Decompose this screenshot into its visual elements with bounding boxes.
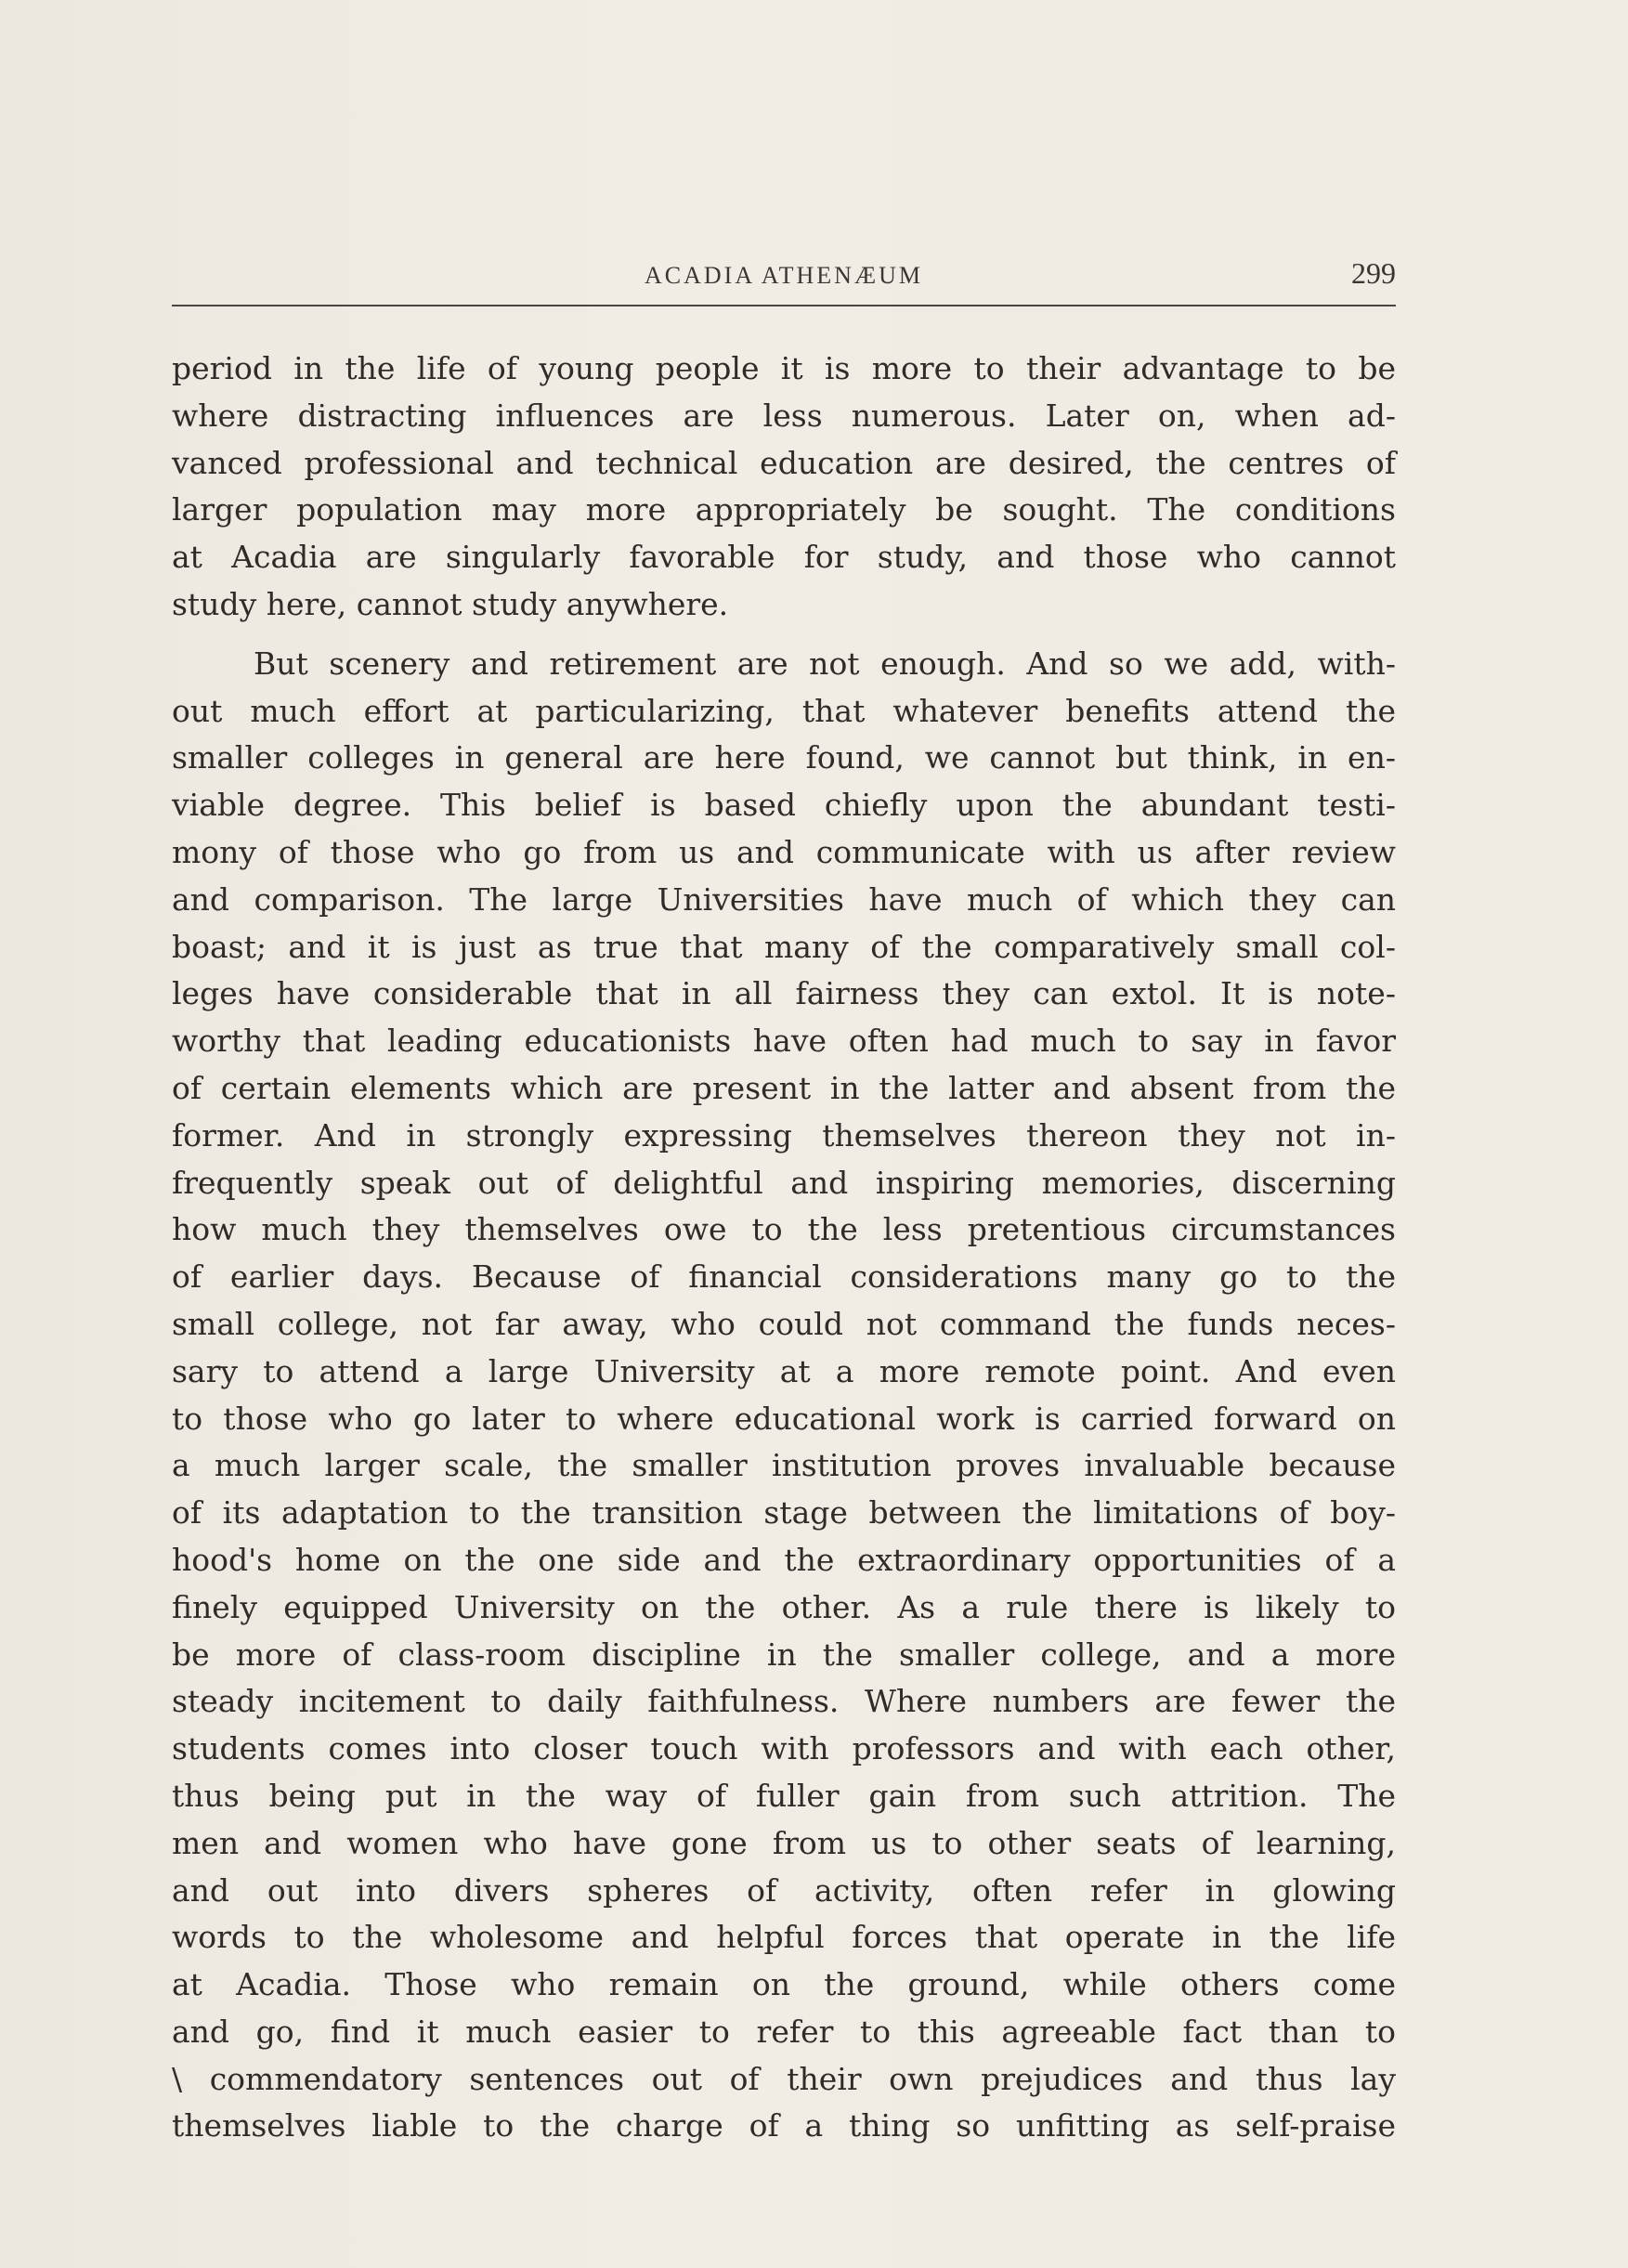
text-line: vanced professional and technical education are desired, the centres of xyxy=(172,444,1396,481)
text-line: worthy that leading educationists have often had much to say in favor xyxy=(172,1023,1396,1060)
text-line: small college, not far away, who could not command the funds neces- xyxy=(172,1305,1396,1342)
text-line: and go, find it much easier to refer to this agreeable fact than to xyxy=(172,2013,1396,2050)
text-line: sary to attend a large University at a more remote point. And even xyxy=(172,1352,1396,1389)
text-line: finely equipped University on the other. As a rule there is likely to xyxy=(172,1588,1396,1625)
page-number: 299 xyxy=(1351,256,1396,290)
text-line: of earlier days. Because of financial considerations many go to the xyxy=(172,1258,1396,1296)
paragraph-2 xyxy=(172,641,1396,2151)
text-line: hood's home on the one side and the extraordinary opportunities of a xyxy=(172,1541,1396,1578)
text-line: men and women who have gone from us to other seats of learning, xyxy=(172,1824,1396,1861)
text-line: thus being put in the way of fuller gain from such attrition. The xyxy=(172,1777,1396,1814)
text-line: But scenery and retirement are not enough. And so we add, with- xyxy=(254,645,1396,682)
text-line: larger population may more appropriately be sought. The conditions xyxy=(172,491,1396,528)
text-line: and comparison. The large Universities have much of which they can xyxy=(172,880,1396,918)
body-text xyxy=(172,345,1396,2150)
running-title: ACADIA ATHENÆUM xyxy=(645,262,923,289)
text-line: former. And in strongly expressing themselves thereon they not in- xyxy=(172,1116,1396,1154)
text-line: mony of those who go from us and communicate with us after review xyxy=(172,833,1396,870)
text-line: to those who go later to where educational work is carried forward on xyxy=(172,1400,1396,1437)
paragraph-1 xyxy=(172,345,1396,629)
text-line: where distracting influences are less numerous. Later on, when ad- xyxy=(172,397,1396,434)
text-line: smaller colleges in general are here found, we cannot but think, in en- xyxy=(172,739,1396,776)
text-line: boast; and it is just as true that many of the comparatively small col- xyxy=(172,928,1396,965)
text-line: study here, cannot study anywhere. xyxy=(172,585,729,622)
text-line: steady incitement to daily faithfulness. Where numbers are fewer the xyxy=(172,1683,1396,1720)
text-line: of its adaptation to the transition stage between the limitations of boy- xyxy=(172,1494,1396,1532)
text-line: at Acadia. Those who remain on the ground, while others come xyxy=(172,1966,1396,2003)
text-line: frequently speak out of delightful and inspiring memories, discerning xyxy=(172,1164,1396,1201)
text-line: \ commendatory sentences out of their own prejudices and thus lay xyxy=(172,2060,1396,2097)
text-line: of certain elements which are present in the latter and absent from the xyxy=(172,1069,1396,1106)
text-line: themselves liable to the charge of a thing so unfitting as self-praise xyxy=(172,2107,1396,2144)
header-rule xyxy=(172,305,1396,306)
text-line: leges have considerable that in all fairness they can extol. It is note- xyxy=(172,975,1396,1012)
paragraph-gap xyxy=(172,629,1396,641)
text-line: students comes into closer touch with professors and with each other, xyxy=(172,1730,1396,1767)
text-line: viable degree. This belief is based chiefly upon the abundant testi- xyxy=(172,787,1396,824)
running-header xyxy=(172,256,1396,293)
text-line: period in the life of young people it is more to their advantage to be xyxy=(172,350,1396,386)
text-line: how much they themselves owe to the less pretentious circumstances xyxy=(172,1211,1396,1248)
text-line: and out into divers spheres of activity, often refer in glowing xyxy=(172,1871,1396,1909)
text-line: out much effort at particularizing, that whatever benefits attend the xyxy=(172,692,1396,729)
text-line: be more of class-room discipline in the smaller college, and a more xyxy=(172,1636,1396,1673)
text-line: a much larger scale, the smaller institution proves invaluable because xyxy=(172,1447,1396,1484)
text-line: at Acadia are singularly favorable for study, and those who cannot xyxy=(172,539,1396,576)
text-line: words to the wholesome and helpful forces that operate in the life xyxy=(172,1919,1396,1956)
